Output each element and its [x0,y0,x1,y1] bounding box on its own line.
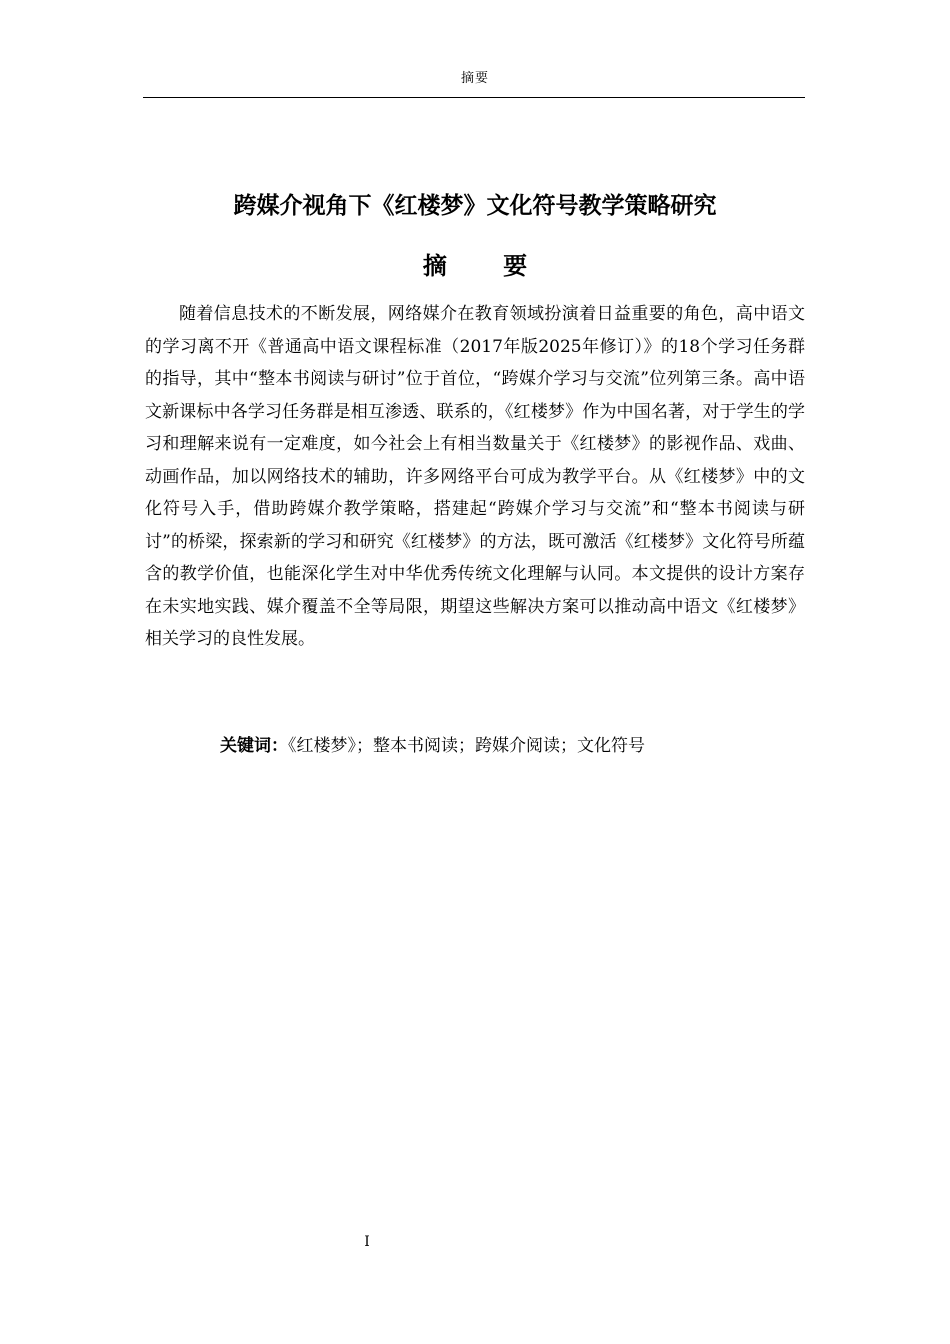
abstract-heading: 摘 要 [422,252,552,280]
header-rule [143,97,805,98]
keywords-value: 《红楼梦》；整本书阅读；跨媒介阅读；文化符号 [288,736,645,756]
keywords-line [220,732,805,760]
paper-title: 跨媒介视角下《红楼梦》文化符号教学策略研究 [233,193,717,219]
running-header: 摘要 [460,71,489,86]
page-number: I [364,1234,370,1250]
keywords-label: 关键词： [220,736,288,756]
abstract-body: 随着信息技术的不断发展，网络媒介在教育领域扮演着日益重要的角色，高中语文的学习离不开《普通高中语文课程标准（2017年版2025年修订）》的18个学习任务群的指导，其中“整本书阅读与研讨”位于首位，“跨媒介学习与交流”位列第三条。高中语文新课标中各学习任务群是相互渗透、联系的，《红楼梦》作为中国名著，对于学生的学习和理解来说有一定难度，如今社会上有相当数量关于《红楼梦》的影视作品、戏曲、动画作品，加以网络技术的辅助，许多网络平台可成为教学平台。从《红楼梦》中的文化符号入手，借助跨媒介教学策略，搭建起“跨媒介学习与交流”和“整本书阅读与研讨”的桥梁，探索新的学习和研究《红楼梦》的方法，既可激活《红楼梦》文化符号所蕴含的教学价值，也能深化学生对中华优秀传统文化理解与认同。本文提供的设计方案存在未实地实践、媒介覆盖不全等局限，期望这些解决方案可以推动高中语文《红楼梦》相关学习的良性发展。 [145,304,805,649]
